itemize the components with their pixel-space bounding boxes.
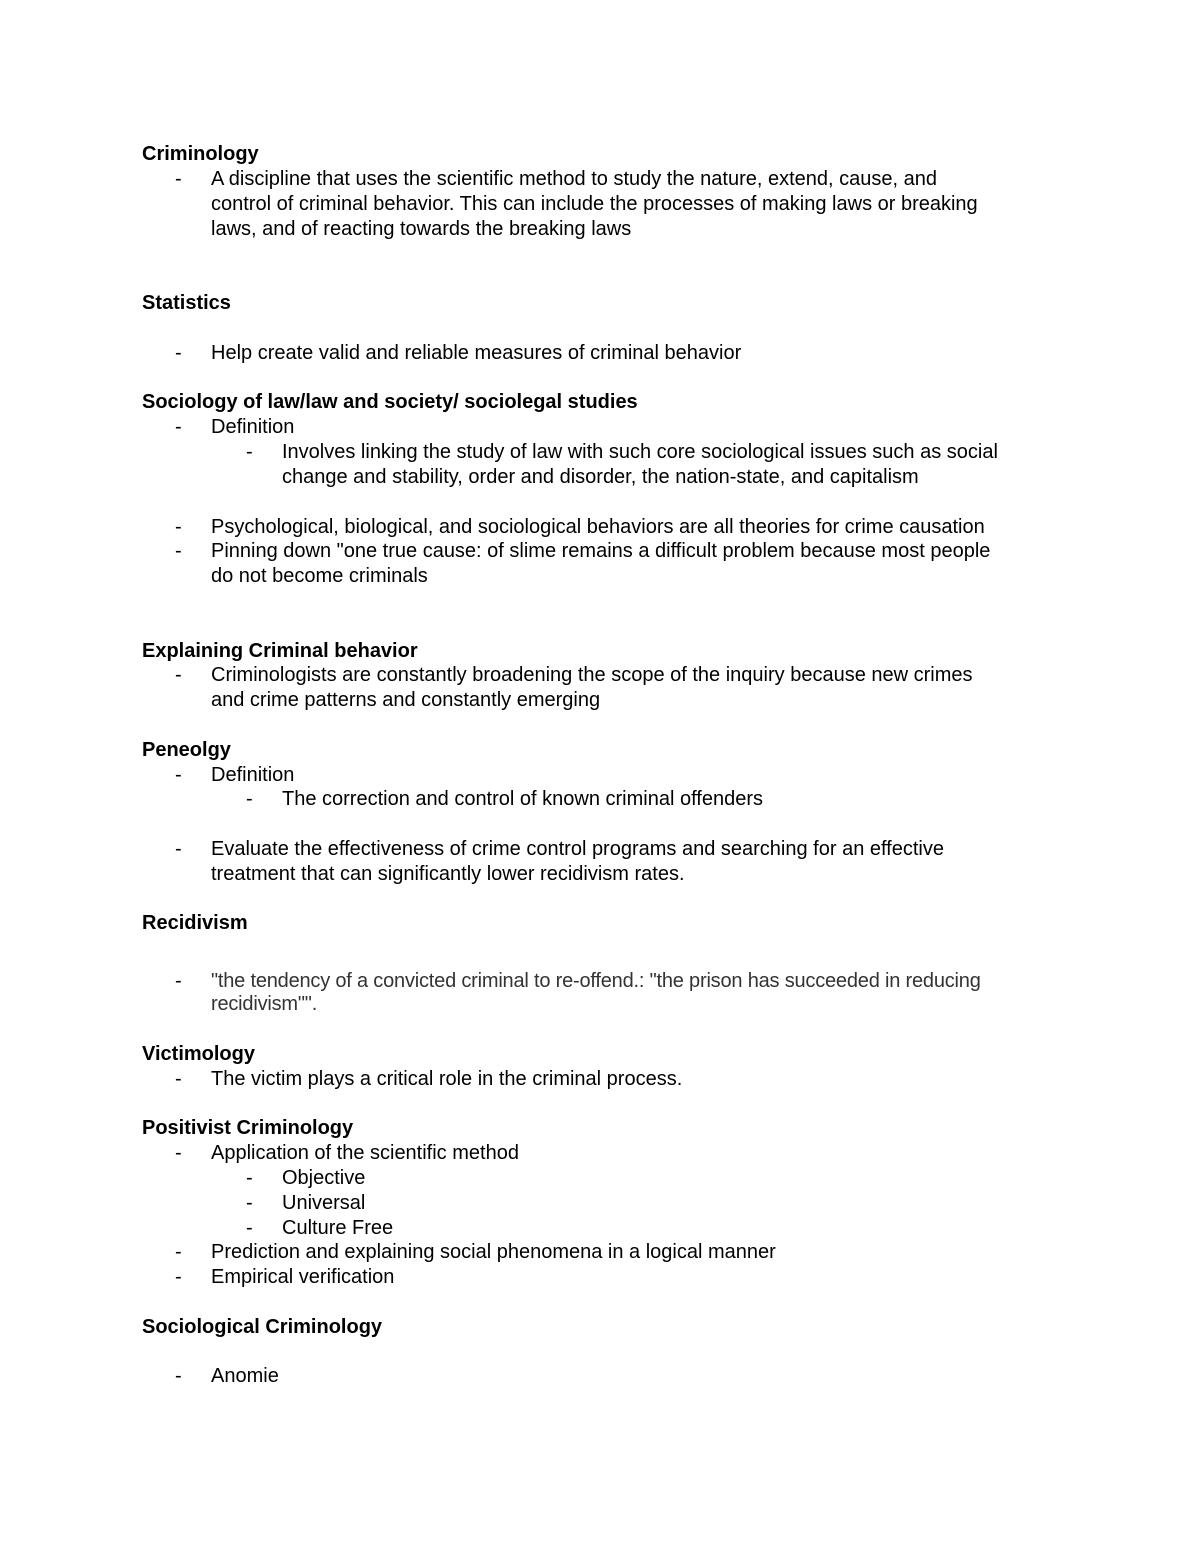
section-heading-peneolgy: Peneolgy — [142, 739, 231, 761]
list-item-line: Definition — [211, 416, 295, 438]
bullet-dash: - — [246, 1217, 253, 1239]
bullet-dash: - — [175, 540, 182, 562]
list-item-line: change and stability, order and disorder, the nation-state, and capitalism — [282, 466, 919, 488]
list-item-line: Definition — [211, 764, 295, 786]
section-heading-criminology: Criminology — [142, 143, 259, 165]
bullet-dash: - — [175, 1068, 182, 1090]
list-item-line: A discipline that uses the scientific method to study the nature, extend, cause, and — [211, 168, 937, 190]
section-heading-statistics: Statistics — [142, 292, 231, 314]
section-heading-sociology-of-law: Sociology of law/law and society/ sociolegal studies — [142, 391, 638, 413]
section-heading-recidivism: Recidivism — [142, 912, 248, 934]
list-item-line: do not become criminals — [211, 565, 428, 587]
bullet-dash: - — [175, 970, 182, 992]
bullet-dash: - — [175, 664, 182, 686]
list-item-line: and crime patterns and constantly emerging — [211, 689, 601, 711]
list-item-line: Criminologists are constantly broadening the scope of the inquiry because new crimes — [211, 664, 973, 686]
bullet-dash: - — [246, 1192, 253, 1214]
section-heading-explaining-criminal-behavior: Explaining Criminal behavior — [142, 640, 418, 662]
bullet-dash: - — [175, 1266, 182, 1288]
bullet-dash: - — [175, 1365, 182, 1387]
list-item-line: Culture Free — [282, 1217, 394, 1239]
list-item-line: Evaluate the effectiveness of crime control programs and searching for an effective — [211, 838, 944, 860]
section-heading-sociological-criminology: Sociological Criminology — [142, 1316, 383, 1338]
bullet-dash: - — [175, 1241, 182, 1263]
bullet-dash: - — [175, 416, 182, 438]
list-item-line: Psychological, biological, and sociological behaviors are all theories for crime causation — [211, 516, 985, 538]
list-item-line: Application of the scientific method — [211, 1142, 519, 1164]
bullet-dash: - — [175, 1142, 182, 1164]
list-item-line: recidivism"". — [211, 993, 318, 1015]
list-item-line: The correction and control of known criminal offenders — [282, 788, 763, 810]
bullet-dash: - — [175, 342, 182, 364]
list-item-line: Objective — [282, 1167, 366, 1189]
bullet-dash: - — [175, 516, 182, 538]
list-item-line: Universal — [282, 1192, 366, 1214]
list-item-line: Prediction and explaining social phenomena in a logical manner — [211, 1241, 776, 1263]
section-heading-victimology: Victimology — [142, 1043, 255, 1065]
bullet-dash: - — [246, 441, 253, 463]
list-item-line: Empirical verification — [211, 1266, 395, 1288]
list-item-line: Involves linking the study of law with such core sociological issues such as social — [282, 441, 998, 463]
list-item-line: laws, and of reacting towards the breaking laws — [211, 218, 632, 240]
list-item-line: treatment that can significantly lower recidivism rates. — [211, 863, 685, 885]
list-item-line: Help create valid and reliable measures of criminal behavior — [211, 342, 742, 364]
bullet-dash: - — [246, 788, 253, 810]
section-heading-positivist-criminology: Positivist Criminology — [142, 1117, 354, 1139]
list-item-line: control of criminal behavior. This can include the processes of making laws or breaking — [211, 193, 978, 215]
list-item-line: Pinning down "one true cause: of slime remains a difficult problem because most people — [211, 540, 991, 562]
list-item-line: The victim plays a critical role in the criminal process. — [211, 1068, 683, 1090]
bullet-dash: - — [175, 764, 182, 786]
bullet-dash: - — [175, 168, 182, 190]
bullet-dash: - — [246, 1167, 253, 1189]
bullet-dash: - — [175, 838, 182, 860]
list-item-line: "the tendency of a convicted criminal to re-offend.: "the prison has succeeded in reducing — [211, 970, 981, 992]
list-item-line: Anomie — [211, 1365, 279, 1387]
